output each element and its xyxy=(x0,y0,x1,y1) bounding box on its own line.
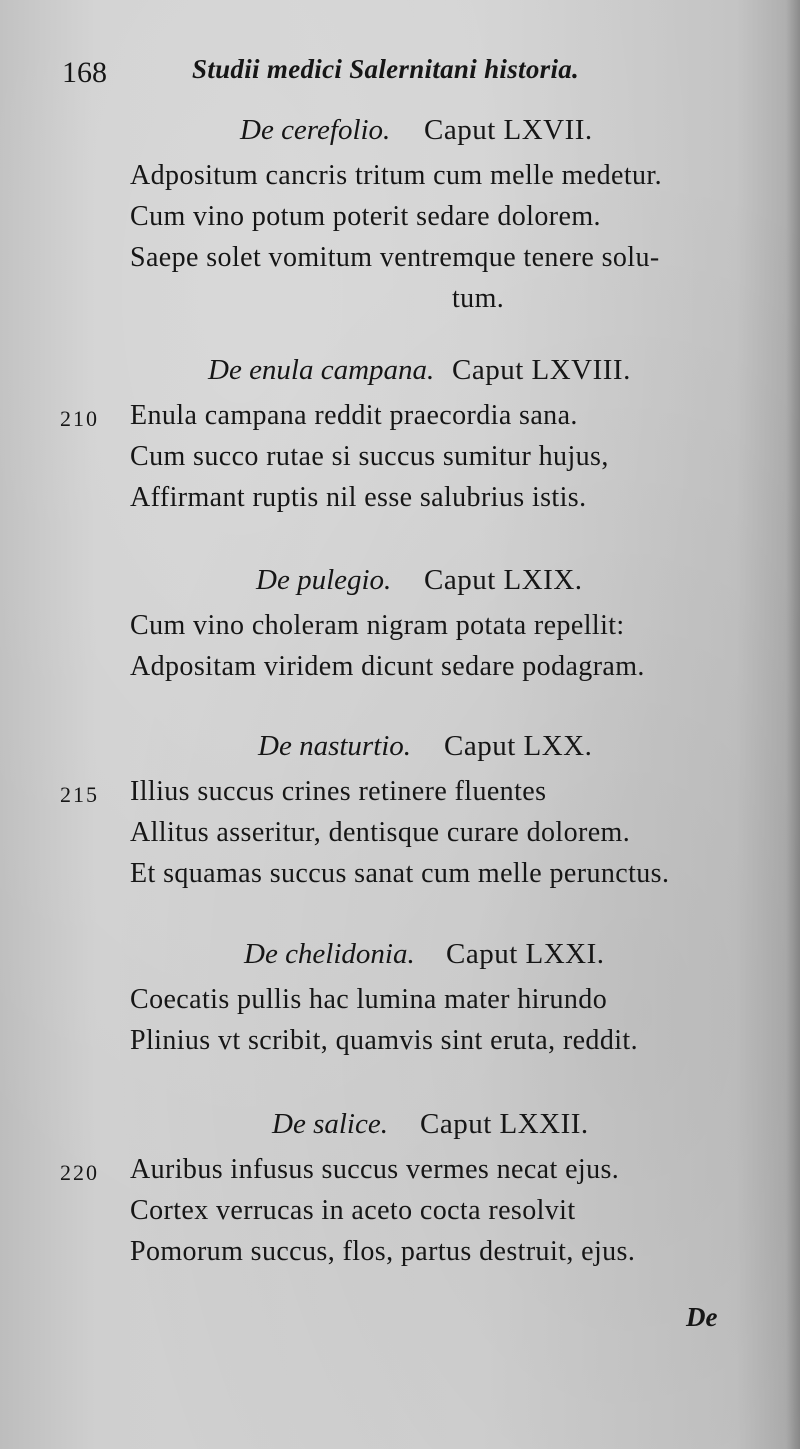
heading-caput: Caput LXXI. xyxy=(446,938,605,970)
entry-salice xyxy=(0,1108,800,1277)
verse-text: Adpositum cancris tritum cum melle medetur. xyxy=(130,160,662,191)
page-number: 168 xyxy=(62,56,107,89)
heading-title: De pulegio. xyxy=(256,564,392,596)
entry-pulegio xyxy=(0,564,800,692)
heading-caput: Caput LXXII. xyxy=(420,1108,589,1140)
running-head xyxy=(0,54,800,94)
entry-heading xyxy=(0,1108,800,1154)
line-number: 210 xyxy=(60,406,99,431)
entry-heading xyxy=(0,114,800,160)
verse-text: Auribus infusus succus vermes necat ejus. xyxy=(130,1154,620,1185)
verse-line xyxy=(0,817,800,858)
verse-line xyxy=(0,858,800,899)
heading-title: De chelidonia. xyxy=(244,938,415,970)
line-number: 215 xyxy=(60,782,99,807)
verse-line xyxy=(0,242,800,283)
entry-heading xyxy=(0,730,800,776)
verse-text: Cum vino choleram nigram potata repellit: xyxy=(130,610,625,641)
entry-chelidonia xyxy=(0,938,800,1066)
heading-title: De cerefolio. xyxy=(240,114,391,146)
heading-caput: Caput LXVII. xyxy=(424,114,593,146)
verse-line xyxy=(0,1025,800,1066)
verse-text: Allitus asseritur, dentisque curare dolorem. xyxy=(130,817,631,848)
entry-enula-campana xyxy=(0,354,800,523)
heading-title: De enula campana. xyxy=(208,354,435,386)
verse-text: Affirmant ruptis nil esse salubrius istis. xyxy=(130,482,587,513)
heading-caput: Caput LXVIII. xyxy=(452,354,631,386)
verse-text: Pomorum succus, flos, partus destruit, ejus. xyxy=(130,1236,636,1267)
verse-text: Cum succo rutae si succus sumitur hujus, xyxy=(130,441,609,472)
verse-line xyxy=(0,201,800,242)
verse-text: Cortex verrucas in aceto cocta resolvit xyxy=(130,1195,576,1226)
verse-line xyxy=(0,1236,800,1277)
verse-text: Saepe solet vomitum ventremque tenere solu- xyxy=(130,242,660,273)
verse-text: Adpositam viridem dicunt sedare podagram. xyxy=(130,651,645,682)
entry-heading xyxy=(0,564,800,610)
entry-nasturtio xyxy=(0,730,800,899)
verse-text: Coecatis pullis hac lumina mater hirundo xyxy=(130,984,608,1015)
verse-text: tum. xyxy=(452,283,505,314)
verse-text: Cum vino potum poterit sedare dolorem. xyxy=(130,201,601,232)
verse-line xyxy=(0,651,800,692)
verse-line xyxy=(0,441,800,482)
heading-caput: Caput LXX. xyxy=(444,730,593,762)
verse-line xyxy=(0,160,800,201)
verse-text: Et squamas succus sanat cum melle perunctus. xyxy=(130,858,670,889)
heading-caput: Caput LXIX. xyxy=(424,564,583,596)
verse-line xyxy=(0,1195,800,1236)
verse-line xyxy=(0,610,800,651)
entry-cerefolio xyxy=(0,114,800,324)
heading-title: De salice. xyxy=(272,1108,388,1140)
verse-line xyxy=(0,984,800,1025)
entry-heading xyxy=(0,938,800,984)
verse-line xyxy=(0,400,800,441)
verse-text: Plinius vt scribit, quamvis sint eruta, reddit. xyxy=(130,1025,638,1056)
verse-line xyxy=(0,482,800,523)
verse-line xyxy=(0,776,800,817)
verse-line-continuation xyxy=(0,283,800,324)
verse-text: Enula campana reddit praecordia sana. xyxy=(130,400,578,431)
verse-text: Illius succus crines retinere fluentes xyxy=(130,776,547,807)
running-title: Studii medici Salernitani historia. xyxy=(192,54,580,84)
entry-heading xyxy=(0,354,800,400)
catchword: De xyxy=(686,1302,718,1332)
heading-title: De nasturtio. xyxy=(258,730,412,762)
line-number: 220 xyxy=(60,1160,99,1185)
verse-line xyxy=(0,1154,800,1195)
